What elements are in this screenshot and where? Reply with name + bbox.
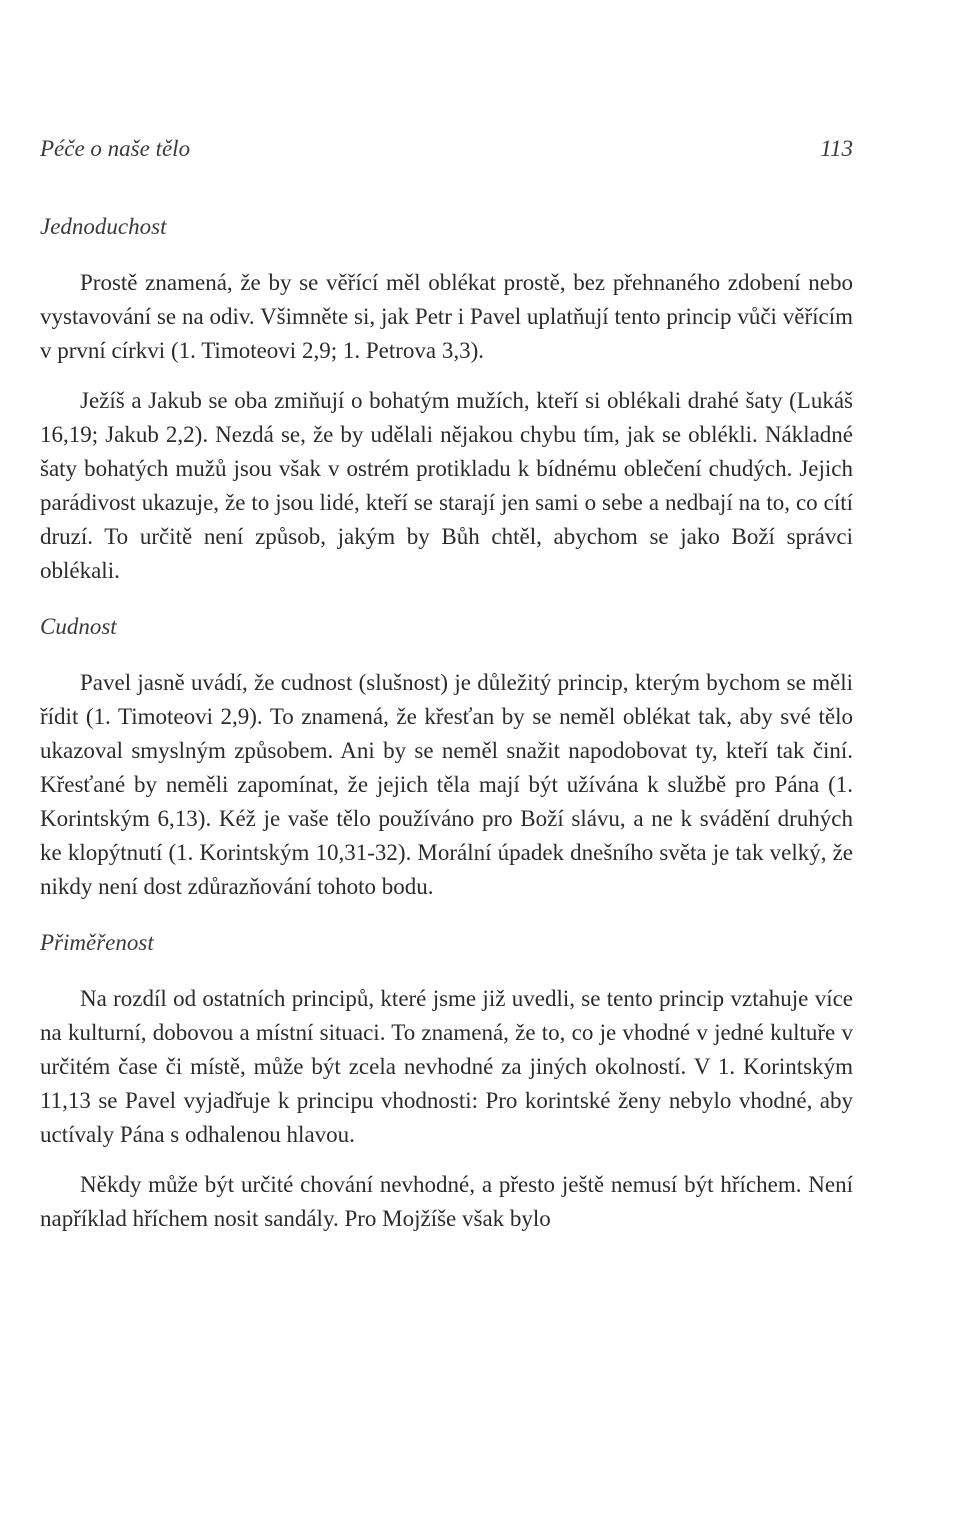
paragraph: Ježíš a Jakub se oba zmiňují o bohatým mužích, kteří si oblékali drahé šaty (Lukáš 16,19; Jakub 2,2). Nezdá se, že by udělali nějakou chybu tím, jak se oblékli. Nákladné šaty bohatých mužů jsou však v ostrém protikladu k bídnému oblečení chudých. Jejich parádivost ukazuje, že to jsou lidé, kteří se starají jen sami o sebe a nedbají na to, co cítí druzí. To určitě není způsob, jakým by Bůh chtěl, abychom se jako Boží správci oblékali. <box>40 388 853 583</box>
section-heading-cudnost: Cudnost <box>40 614 117 639</box>
paragraph: Někdy může být určité chování nevhodné, a přesto ještě nemusí být hříchem. Není například hříchem nosit sandály. Pro Mojžíše však bylo <box>40 1172 853 1231</box>
paragraph: Na rozdíl od ostatních principů, které jsme již uvedli, se tento princip vztahuje více na kulturní, dobovou a místní situaci. To znamená, že to, co je vhodné v jedné kultuře v určitém čase či místě, může být zcela nevhodné za jiných okolností. V 1. Korintským 11,13 se Pavel vyjadřuje k principu vhodnosti: Pro korintské ženy nebylo vhodné, aby uctívaly Pána s odhalenou hlavou. <box>40 986 853 1147</box>
paragraph: Prostě znamená, že by se věřící měl oblékat prostě, bez přehnaného zdobení nebo vystavování se na odiv. Všimněte si, jak Petr i Pavel uplatňují tento princip vůči věřícím v první církvi (1. Timoteovi 2,9; 1. Petrova 3,3). <box>40 270 853 363</box>
section-heading-jednoduchost: Jednoduchost <box>40 214 167 239</box>
running-head <box>40 136 853 170</box>
section-heading-primerenost: Přiměřenost <box>40 930 154 955</box>
running-head-title: Péče o naše tělo <box>40 136 191 161</box>
page-content <box>40 210 853 1236</box>
paragraph: Pavel jasně uvádí, že cudnost (slušnost) je důležitý princip, kterým bychom se měli řídit (1. Timoteovi 2,9). To znamená, že křesťan by se neměl oblékat tak, aby své tělo ukazoval smyslným způsobem. Ani by se neměl snažit napodobovat ty, kteří tak činí. Křesťané by neměli zapomínat, že jejich těla mají být užívána k službě pro Pána (1. Korintským 6,13). Kéž je vaše tělo používáno pro Boží slávu, a ne k svádění druhých ke klopýtnutí (1. Korintským 10,31-32). Morální úpadek dnešního světa je tak velký, že nikdy není dost zdůrazňování tohoto bodu. <box>40 670 853 899</box>
page-number: 113 <box>820 136 853 161</box>
